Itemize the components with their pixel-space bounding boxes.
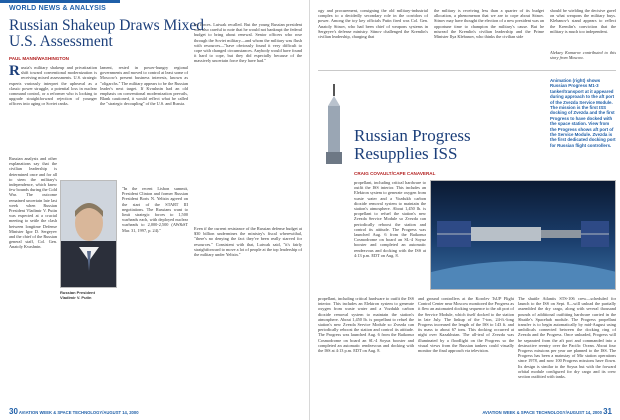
article-column-3b bbox=[194, 226, 302, 401]
column-2b-text: "In the recent Lisbon summit, President Clinton and former Russian President Boris N. Yeltsin agreed on the start of the START III negotiations. The Russians want to limit strategic forces to 1,500 warheads each, with deployed nuclear warheads to 2,000-2,500 (AW&ST Mar. 31, 1997, p. 24)." bbox=[122, 186, 188, 233]
drop-cap: R bbox=[9, 65, 20, 79]
contributor-note bbox=[550, 50, 616, 62]
article-byline-2: CRAIG COVAULT/CAPE CANAVERAL bbox=[354, 171, 436, 176]
column-3b-text: Even if the current resistance of the Russian defense budget at $30 billion undermines the ministry's fiscal wherewithal, "there's no denying the fact they've been really starved for resources." Consistent with that, Lutwak said, "it's fairly straightforward to move a lot of people at the top leadership of the military under Yeltsin." bbox=[194, 226, 302, 258]
article-2-intro-text: propellant, including critical hardware to outfit the ISS interior. This includes an Elektron system to generate oxygen from waste water and a Vozdukh carbon dioxide removal system to maintain the station's atmosphere. About 1,450 lb. is propellant to refuel the station's new Zvezda Service Module so Zvezda can periodically reboost the station and control its attitude. The Progress was launched Aug. 6 from the Baikonur Cosmodrome on board an SL-4 Soyuz booster and completed an automatic rendezvous and docking with the ISS at 4:13 p.m. EDT on Aug. 8. bbox=[354, 180, 426, 258]
column-3-text: ret forces. Lutwak recalled. But the young Russian president was also careful to note that he would not bankrupt the federal budget to bring about renewal. Senior officers who rose through the Soviet military—and whom the military was flush with resources—"have obviously found it very difficult to cope with changed circumstances. Anybody would have found it hard to cope, but they did especially because of the massively uncertain force they have had." bbox=[194, 22, 302, 64]
article-column-1b bbox=[9, 156, 57, 401]
right-footer bbox=[482, 407, 612, 416]
column-1-text: ussia's military shakeup and privatization shift toward conventional modernization is receiving mixed assessments. U.S. strategic experts variously interpret the upheaval as a classic power struggle, a potential loss in nuclear command control, or a reformer who is looking to upgrade straightforward rejection of younger officers into aging or Soviet ranks. bbox=[9, 65, 97, 107]
article-column-1 bbox=[9, 65, 97, 153]
article-2-column-2-text: and ground controllers at the Korolev TsUP Flight Control Center near Moscow monitored the Progress as it flew an automated docking sequence to the aft port of the Service Module, which itself docked to the station in late July. The linkup of the 7-ton, 24-ft.-long Progress increased the length of the ISS to 143 ft. and its mass to about 67 tons. This docking occurred at night over Kazakhstan. The all-teal of Zvezda was illuminated by a floodlight on the Progress so the visual views from the Russian tankers could visually monitor the final approach via television. bbox=[418, 296, 514, 354]
continuation-column-right bbox=[434, 8, 544, 66]
section-tag: WORLD NEWS & ANALYSIS bbox=[9, 5, 107, 12]
article-2-column-1 bbox=[318, 296, 414, 401]
photo-caption-sub: Vladimir V. Putin bbox=[60, 295, 92, 300]
footer-text-2: AVIATION WEEK & SPACE TECHNOLOGY/AUGUST 14, 2000 bbox=[482, 410, 602, 415]
continuation-column-left bbox=[318, 8, 428, 66]
footer-text: AVIATION WEEK & SPACE TECHNOLOGY/AUGUST 14, 2000 bbox=[18, 410, 139, 415]
article-column-3 bbox=[194, 22, 302, 222]
section-rule bbox=[318, 70, 616, 71]
article-column-2 bbox=[100, 65, 188, 183]
right-page bbox=[310, 0, 620, 420]
contributor-text: Aleksey Komarov contributed to this story from Moscow. bbox=[550, 50, 616, 61]
article-byline: PAUL MANN/WASHINGTON bbox=[9, 56, 69, 61]
spacecraft-icon bbox=[318, 76, 350, 196]
column-1b-text: Russian analysts and other explanations say that the civilian leadership is determined once and for all to stem the military's independence, which knew few bounds during the Cold War. The outcome remained uncertain late last week when Russian President Vladimir V. Putin was expected at a crucial meeting to settle the clash between longtime Defense Minister Igor D. Sergeyev and the chief of the Russian general staff, Col. Gen. Anatoly Kvashnin. bbox=[9, 156, 57, 250]
continuation-column-far bbox=[550, 8, 616, 48]
portrait-image bbox=[61, 181, 117, 288]
article-2-column-3 bbox=[518, 296, 616, 401]
page-number: 30 bbox=[9, 407, 18, 416]
section-bar bbox=[0, 0, 120, 3]
progress-image bbox=[318, 76, 350, 196]
photo-caption-name: Russian President bbox=[60, 290, 95, 295]
article-2-column-3-text: The shuttle Atlantis STS-106 crew—scheduled for launch to the ISS on Sept. 8—will unload the partially assembled the dry cargo, along with several thousand pounds of additional outfitting hardware carried in the Shuttle's Spacehab module. The Progress propellant transfer is to begin automatically by mid-August using umbilicals connected between the docking ring of Zvezda and the Progress. Once unloaded, Progress will be separated from the aft port and commanded into a destructive reentry over the Pacific Ocean. About four Progress missions per year are planned to the ISS. The Progress has been a mainstay of Mir station operations since 1978, and now 100 Progress missions have flown. Its design is similar to the Soyuz but with the forward orbital module configured for dry cargo and its crew section outfitted with tanks. bbox=[518, 296, 616, 380]
animation-caption: Animation (right) shows Russian Progress M1-3 tanker/transport at it appeared during approach to the aft port of the Zvezda Service Module. The mission is the first ISS docking of Zvezda and the first Progress to have docked with the space station. View from the Progress shows aft port of the Service Module. Zvezda is the first dedicated docking port for Russian flight controllers. bbox=[550, 78, 616, 148]
continuation-left-text: ogy and procurement, consigning the old military-industrial complex to a decidedly secondary role in the corridors of power. Among the toy key officials Putin fired was Col. Gen. Anatoly Sitnov, who had been chief of weapons systems in Sergeyev's defense ministry. Sitnov challenged the Kremlin's civilian leadership, charging that bbox=[318, 8, 428, 40]
page-number-2: 31 bbox=[603, 407, 612, 416]
article-headline: Russian Shakeup Draws Mixed U.S. Assessment bbox=[9, 17, 205, 50]
column-2-text: lament, rested in power-hungry regional governments and moved to control at least some of Moscow's present business interests, known as "oligarchs." The military appears to be the Russian leader's next target. If Kvashnin had an old emphasis on conventional modernization prevails, Blank cautioned, it would reflect what he called the "strategic decoupling" of the U.S. and Russia. bbox=[100, 65, 188, 107]
continuation-right-text: the military is receiving less than a quarter of its budget allocation, a phenomenon that we are to cope about Sitnov. Sitnov may have thought the election of a new president was an opportune time to champion the military's cause. But he misread the Kremlin's civilian leadership and the Prime Minister Ilya Klebanov, who thinks the civilian side bbox=[434, 8, 544, 40]
article-column-2b bbox=[122, 186, 188, 401]
article-2-intro bbox=[354, 180, 426, 290]
article-2-column-1-text: propellant, including critical hardware to outfit the ISS interior. This includes an Elektron system to generate oxygen from waste water and a Vozdukh carbon dioxide removal system to maintain the station's atmosphere. About 1,450 lb. is propellant to refuel the station's new Zvezda Service Module so Zvezda can periodically reboost the station and control its attitude. The Progress was launched Aug. 6 from the Baikonur Cosmodrome on board an SL-4 Soyuz booster and completed an automatic rendezvous and docking with the ISS at 4:13 p.m. EDT on Aug. 8. bbox=[318, 296, 414, 354]
article-2-column-2 bbox=[418, 296, 514, 401]
left-footer bbox=[9, 407, 139, 416]
iss-animation-image bbox=[430, 180, 616, 290]
iss-scene-icon bbox=[431, 181, 616, 290]
continuation-far-text: should be wielding the decisive gavel on what weapons the military buys. Klebanov's stand appears to reflect the Kremlin's conviction that the military is much too independent. bbox=[550, 8, 616, 34]
putin-photo bbox=[60, 180, 117, 288]
article-headline-2: Russian Progress Resupplies ISS bbox=[354, 126, 471, 163]
